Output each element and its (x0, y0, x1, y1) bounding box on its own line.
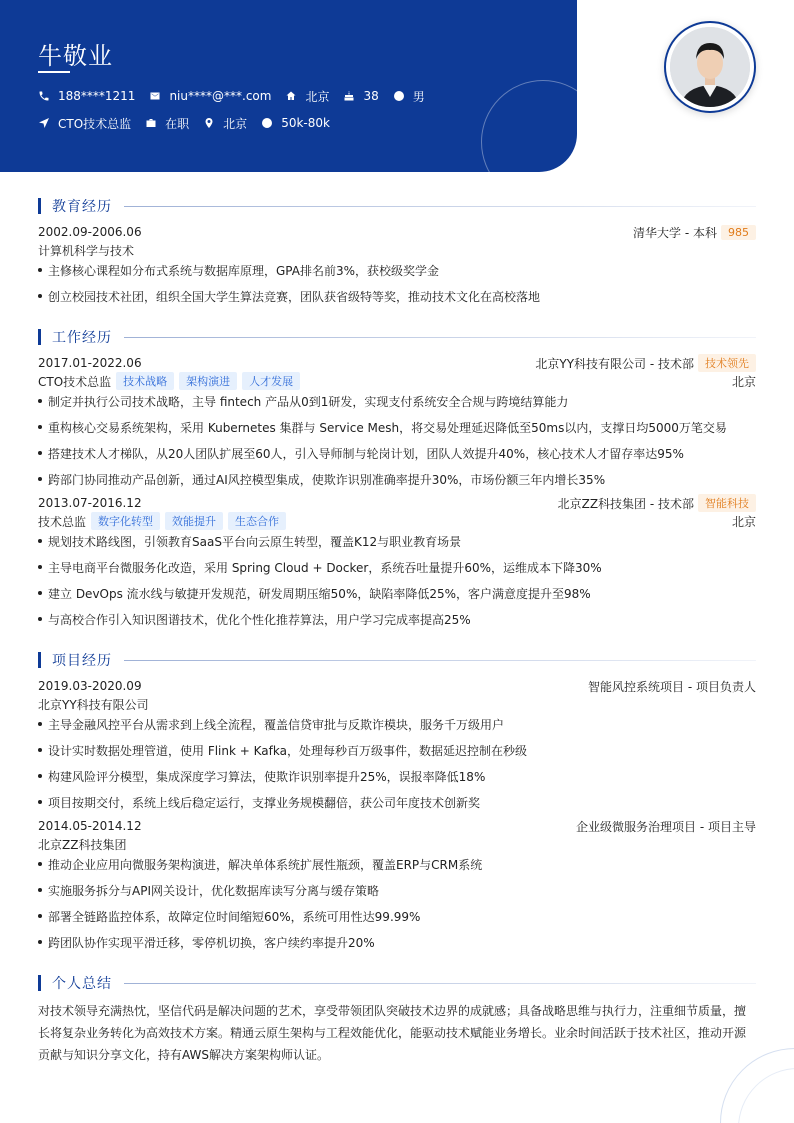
section-accent-bar (38, 975, 41, 991)
work-period: 2013.07-2016.12 (38, 496, 142, 510)
phone-icon (38, 90, 50, 102)
work-location: 北京 (731, 374, 756, 389)
company-name: 北京YY科技有限公司 - 技术部 (535, 356, 694, 371)
city-text: 北京 (305, 89, 330, 104)
skill-tag: 数字化转型 (91, 512, 160, 530)
work-period: 2017.01-2022.06 (38, 356, 142, 370)
job-target-item (38, 115, 131, 131)
section-title-text: 项目经历 (52, 653, 112, 669)
project-company-row (38, 835, 756, 853)
section-accent-bar (38, 198, 41, 214)
project-company: 北京ZZ科技集团 (38, 837, 127, 852)
salary-text: 50k-80k (281, 116, 330, 130)
section-divider (124, 660, 756, 661)
list-item (38, 933, 756, 951)
phone-item (38, 88, 135, 104)
cake-icon (343, 90, 355, 102)
job-intent-row (38, 115, 344, 131)
list-item (38, 287, 756, 305)
section-accent-bar (38, 652, 41, 668)
education-period: 2002.09-2006.06 (38, 225, 142, 239)
project-section-title (38, 650, 756, 670)
list-item (38, 610, 756, 628)
status-item (145, 115, 189, 131)
section-title-text: 工作经历 (52, 330, 112, 346)
project-period: 2019.03-2020.09 (38, 679, 142, 693)
section-title-text: 教育经历 (52, 199, 112, 215)
list-item-text: 重构核心交易系统架构，采用 Kubernetes 集群与 Service Mesh，将交易处理延迟降低至50ms以内，支撑日均5000万笔交易 (48, 420, 727, 435)
section-divider (124, 206, 756, 207)
list-item-text: 创立校园技术社团，组织全国大学生算法竞赛，团队获省级特等奖，推动技术文化在高校落地 (48, 289, 541, 304)
location-pin-icon (203, 117, 215, 129)
project-company: 北京YY科技有限公司 (38, 697, 149, 712)
status-text: 在职 (165, 116, 190, 131)
candidate-name: 牛敬业 (38, 42, 113, 70)
project-name-role: 企业级微服务治理项目 - 项目主导 (576, 819, 756, 834)
list-item-text: 构建风险评分模型，集成深度学习算法，使欺诈识别率提升25%，误报率降低18% (48, 769, 486, 784)
email-text: niu****@***.com (169, 89, 272, 103)
list-item (38, 741, 756, 759)
list-item (38, 907, 756, 925)
skill-tag: 效能提升 (165, 512, 223, 530)
salary-item (261, 115, 330, 131)
project-name-role: 智能风控系统项目 - 项目负责人 (588, 679, 756, 694)
header-banner (0, 0, 577, 172)
list-item (38, 392, 756, 410)
section-divider (124, 983, 756, 984)
summary-text: 对技术领导充满热忱，坚信代码是解决问题的艺术，享受带领团队突破技术边界的成就感；具备战略思维与执行力，注重细节质量，擅长将复杂业务转化为高效技术方案。精通云原生架构与工程效能优化，能驱动技术赋能业务增长。业余时间活跃于技术社区，推动开源贡献与知识分享文化，持有AWS解决方案架构师认证。 (38, 1004, 747, 1062)
skill-tag: 人才发展 (242, 372, 300, 390)
list-item-text: 跨团队协作实现平滑迁移，零停机切换，客户续约率提升20% (48, 935, 375, 950)
position-title: CTO技术总监 (38, 374, 112, 389)
gender-icon (393, 90, 405, 102)
list-item (38, 261, 756, 279)
work-position-row (38, 372, 756, 390)
education-item-header (38, 223, 756, 241)
list-item (38, 558, 756, 576)
section-accent-bar (38, 329, 41, 345)
avatar-frame (664, 21, 756, 113)
work-section-title (38, 327, 756, 347)
phone-text: 188****1211 (58, 89, 136, 103)
gender-item (393, 88, 425, 104)
school-tag: 985 (721, 225, 756, 240)
list-item-text: 规划技术路线图，引领教育SaaS平台向云原生转型，覆盖K12与职业教育场景 (48, 534, 462, 549)
city-item (285, 88, 329, 104)
list-item-text: 制定并执行公司技术战略，主导 fintech 产品从0到1研发，实现支付系统安全合规与跨境结算能力 (48, 394, 569, 409)
education-major-row (38, 241, 756, 259)
list-item (38, 444, 756, 462)
list-item (38, 584, 756, 602)
age-item (343, 88, 378, 104)
name-underline (38, 71, 70, 73)
send-icon (38, 117, 50, 129)
list-item (38, 767, 756, 785)
company-tag: 智能科技 (698, 494, 756, 512)
contact-row (38, 88, 439, 104)
list-item-text: 实施服务拆分与API网关设计，优化数据库读写分离与缓存策略 (48, 883, 379, 898)
money-icon (261, 117, 273, 129)
section-title-text: 个人总结 (52, 976, 112, 992)
mail-icon (149, 90, 161, 102)
list-item (38, 418, 756, 436)
list-item (38, 881, 756, 899)
education-section-title (38, 196, 756, 216)
list-item-text: 部署全链路监控体系，故障定位时间缩短60%，系统可用性达99.99% (48, 909, 421, 924)
list-item-text: 跨部门协同推动产品创新，通过AI风控模型集成，使欺诈识别准确率提升30%，市场份额三年内增长35% (48, 472, 606, 487)
work-item-header (38, 494, 756, 512)
briefcase-icon (145, 117, 157, 129)
work-city-text: 北京 (223, 116, 248, 131)
work-location: 北京 (731, 514, 756, 529)
age-text: 38 (363, 89, 379, 103)
list-item (38, 855, 756, 873)
list-item-text: 项目按期交付，系统上线后稳定运行，支撑业务规模翻倍，获公司年度技术创新奖 (48, 795, 481, 810)
skill-tag: 生态合作 (228, 512, 286, 530)
list-item (38, 470, 756, 488)
project-period: 2014.05-2014.12 (38, 819, 142, 833)
list-item (38, 715, 756, 733)
skill-tag: 技术战略 (116, 372, 174, 390)
list-item-text: 主修核心课程如分布式系统与数据库原理，GPA排名前3%，获校级奖学金 (48, 263, 440, 278)
project-company-row (38, 695, 756, 713)
decorative-ring (481, 80, 577, 172)
gender-text: 男 (412, 89, 425, 104)
work-city-item (203, 115, 247, 131)
summary-section-title (38, 973, 756, 993)
work-position-row (38, 512, 756, 530)
list-item (38, 532, 756, 550)
list-item-text: 主导电商平台微服务化改造，采用 Spring Cloud + Docker，系统吞吐量提升60%，运维成本下降30% (48, 560, 602, 575)
project-item-header (38, 817, 756, 835)
education-major: 计算机科学与技术 (38, 243, 135, 258)
skill-tag: 架构演进 (179, 372, 237, 390)
avatar (670, 27, 750, 107)
position-title: 技术总监 (38, 514, 87, 529)
job-target-text: CTO技术总监 (58, 116, 132, 131)
home-icon (285, 90, 297, 102)
list-item-text: 与高校合作引入知识图谱技术，优化个性化推荐算法，用户学习完成率提高25% (48, 612, 471, 627)
list-item-text: 主导金融风控平台从需求到上线全流程，覆盖信贷审批与反欺诈模块，服务千万级用户 (48, 717, 505, 732)
list-item-text: 建立 DevOps 流水线与敏捷开发规范，研发周期压缩50%，缺陷率降低25%，客户满意度提升至98% (48, 586, 591, 601)
list-item-text: 搭建技术人才梯队，从20人团队扩展至60人，引入导师制与轮岗计划，团队人效提升40%，核心技术人才留存率达95% (48, 446, 684, 461)
project-item-header (38, 677, 756, 695)
company-tag: 技术领先 (698, 354, 756, 372)
work-item-header (38, 354, 756, 372)
email-item (149, 88, 271, 104)
list-item (38, 793, 756, 811)
section-divider (124, 337, 756, 338)
list-item-text: 设计实时数据处理管道，使用 Flink + Kafka，处理每秒百万级事件，数据延迟控制在秒级 (48, 743, 527, 758)
school-name: 清华大学 - 本科 (633, 225, 717, 240)
company-name: 北京ZZ科技集团 - 技术部 (557, 496, 694, 511)
list-item-text: 推动企业应用向微服务架构演进，解决单体系统扩展性瓶颈，覆盖ERP与CRM系统 (48, 857, 483, 872)
